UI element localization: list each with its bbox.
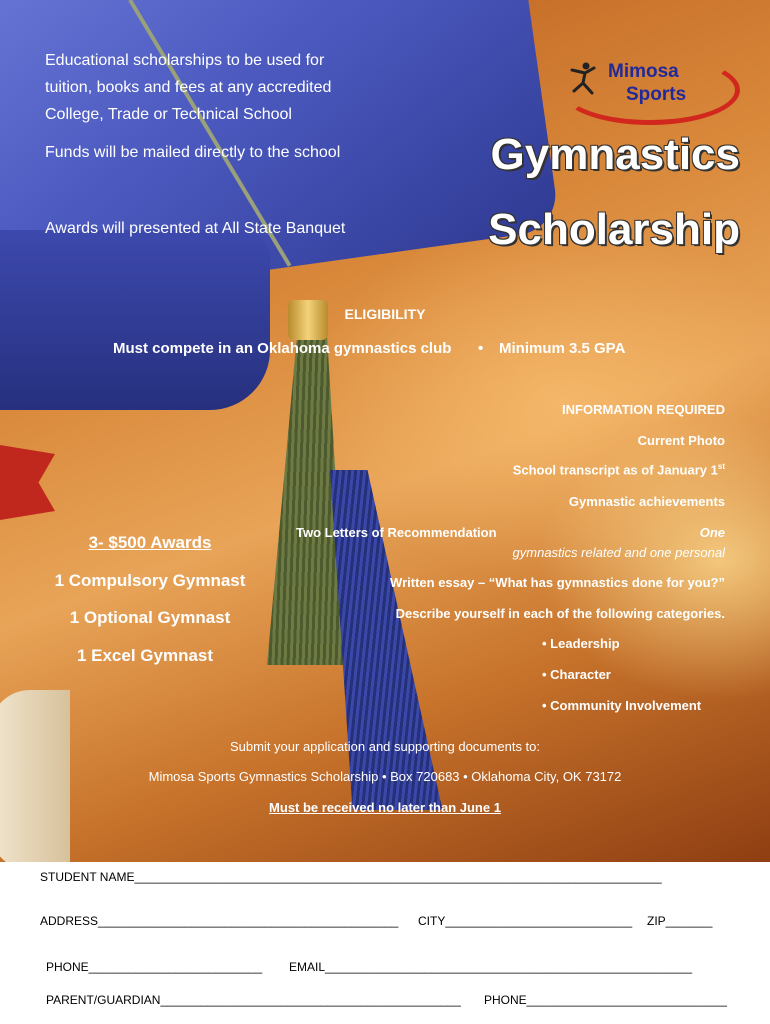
address-field[interactable]: ADDRESS_____________________________________________ [40, 914, 399, 928]
submit-deadline: Must be received no later than June 1 [269, 800, 501, 815]
gymnast-icon [568, 61, 598, 95]
eligibility-bullet: • [478, 340, 484, 357]
application-form [0, 862, 770, 1024]
info-achievements: Gymnastic achievements [568, 494, 725, 509]
info-transcript-sup: st [717, 462, 725, 471]
title-gymnastics: Gymnastics [490, 130, 740, 179]
info-category-community: • Community Involvement [542, 698, 702, 713]
award-compulsory: 1 Compulsory Gymnast [54, 571, 246, 590]
intro-text [45, 47, 331, 128]
red-ribbon-image [0, 445, 55, 520]
info-letters-note1: One [699, 525, 725, 540]
zip-field[interactable]: ZIP_______ [647, 914, 713, 928]
phone-field[interactable]: PHONE__________________________ [46, 960, 263, 974]
eligibility-club: Must compete in an Oklahoma gymnastics club [113, 340, 452, 357]
info-describe: Describe yourself in each of the following categories. [395, 606, 725, 621]
submit-instructions: Submit your application and supporting documents to: [229, 739, 541, 754]
award-excel: 1 Excel Gymnast [76, 646, 214, 665]
info-heading: INFORMATION REQUIRED [562, 402, 725, 417]
info-category-character: • Character [542, 667, 611, 682]
logo-word-mimosa: Mimosa [608, 61, 679, 82]
eligibility-gpa: Minimum 3.5 GPA [499, 340, 626, 357]
info-letters-note2: gymnastics related and one personal [512, 545, 725, 560]
awards-heading: 3- $500 Awards [88, 533, 212, 552]
intro-funds: Funds will be mailed directly to the school [45, 144, 341, 161]
logo-word-sports: Sports [626, 84, 687, 105]
intro-line: Educational scholarships to be used for [45, 52, 325, 69]
guardian-phone-field[interactable]: PHONE______________________________ [484, 993, 727, 1007]
student-name-field[interactable]: STUDENT NAME_______________________________________________________________________________ [40, 870, 662, 884]
title-scholarship: Scholarship [488, 205, 740, 254]
city-field[interactable]: CITY____________________________ [418, 914, 633, 928]
award-optional: 1 Optional Gymnast [69, 608, 231, 627]
info-category-leadership: • Leadership [542, 636, 620, 651]
intro-line: College, Trade or Technical School [45, 106, 292, 123]
intro-line: tuition, books and fees at any accredited [45, 79, 332, 96]
email-field[interactable]: EMAIL_______________________________________________________ [289, 960, 693, 974]
mimosa-sports-logo [560, 55, 730, 125]
parent-guardian-field[interactable]: PARENT/GUARDIAN_____________________________________________ [46, 993, 461, 1007]
info-essay: Written essay – “What has gymnastics done for you?” [390, 575, 725, 590]
info-letters: Two Letters of Recommendation [296, 525, 497, 540]
submit-address: Mimosa Sports Gymnastics Scholarship • Box 720683 • Oklahoma City, OK 73172 [148, 769, 622, 784]
info-transcript [513, 462, 725, 477]
info-transcript-text: School transcript as of January 1 [512, 462, 718, 478]
eligibility-heading: ELIGIBILITY [344, 306, 426, 322]
intro-awards: Awards will presented at All State Banquet [45, 220, 346, 237]
info-photo: Current Photo [637, 433, 725, 448]
